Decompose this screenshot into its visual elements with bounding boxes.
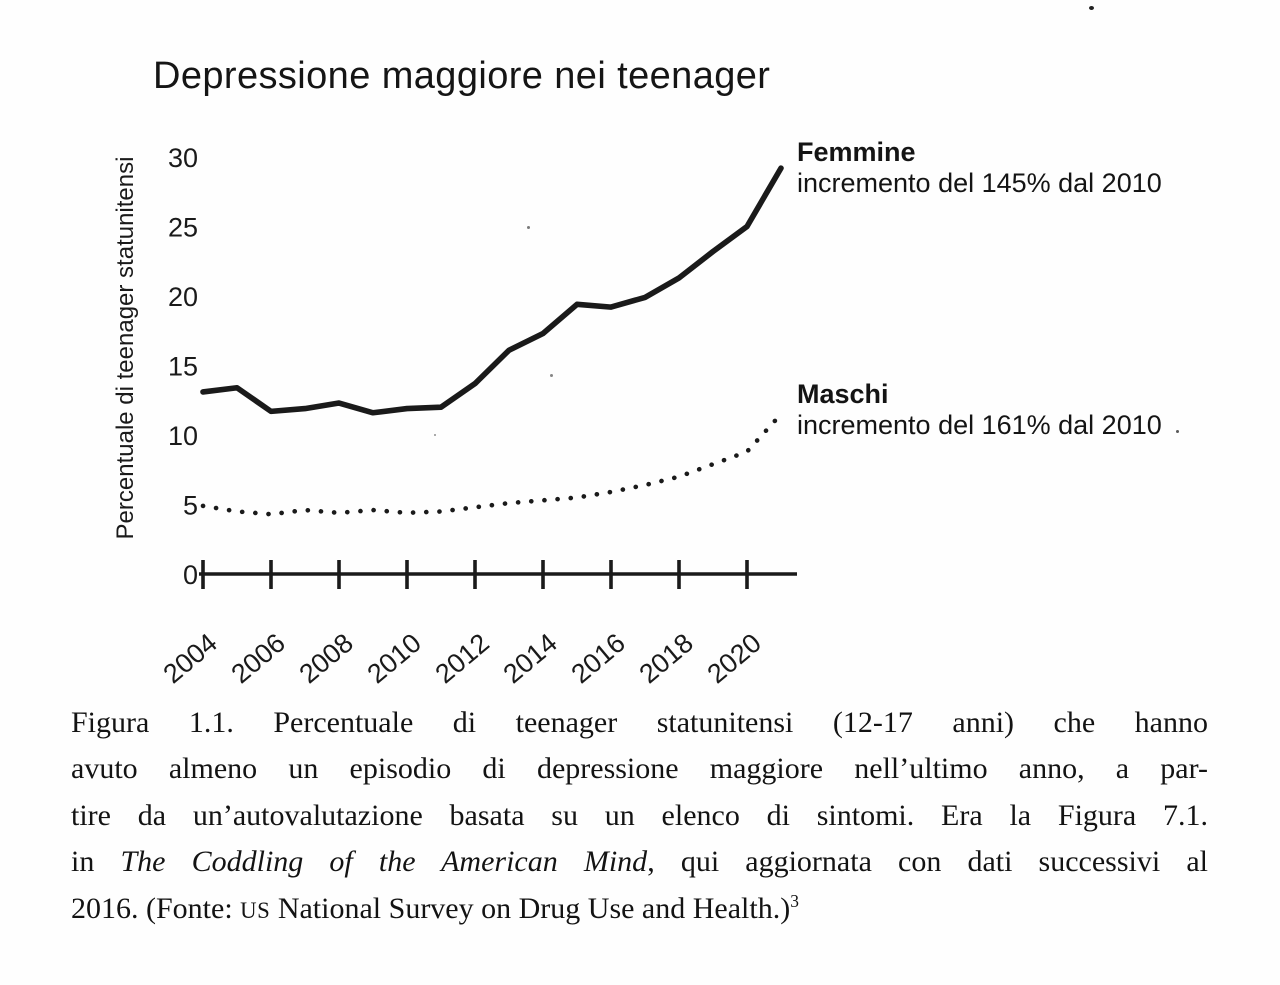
caption-segment: US xyxy=(240,897,271,923)
line-maschi xyxy=(203,414,781,514)
y-tick-label: 20 xyxy=(167,282,198,312)
x-tick-label: 2008 xyxy=(293,627,359,690)
y-axis-label: Percentuale di teenager statunitensi xyxy=(112,156,139,540)
legend-femmine-name: Femmine xyxy=(797,137,916,167)
x-tick-label: 2006 xyxy=(225,627,291,690)
scan-speck xyxy=(550,374,553,377)
caption-segment: National Survey on Drug Use and Health.) xyxy=(270,891,791,925)
legend-femmine-detail: incremento del 145% dal 2010 xyxy=(797,168,1162,198)
x-tick-label: 2016 xyxy=(565,627,631,690)
legend-femmine xyxy=(797,137,1162,199)
scan-speck xyxy=(527,226,530,229)
line-femmine xyxy=(203,168,781,413)
scan-speck xyxy=(434,434,436,436)
caption-segment: 2016. (Fonte: xyxy=(71,891,241,925)
caption-segment: avuto almeno un episodio di depressione maggiore nell’ultimo anno, a par- xyxy=(71,752,1208,786)
caption-segment: 3 xyxy=(790,890,799,911)
x-tick-label: 2020 xyxy=(701,627,767,690)
legend-maschi xyxy=(797,379,1162,441)
caption-segment: , qui aggiornata con dati successivi al xyxy=(647,845,1208,879)
x-tick-label: 2010 xyxy=(361,627,427,690)
y-tick-label: 10 xyxy=(167,421,198,451)
caption-line xyxy=(71,886,1208,934)
scan-speck xyxy=(1089,6,1094,10)
x-tick-label: 2004 xyxy=(157,627,223,690)
caption-segment: The Coddling of the American Mind xyxy=(120,845,648,879)
caption-line xyxy=(71,700,1208,746)
legend-maschi-detail: incremento del 161% dal 2010 xyxy=(797,410,1162,440)
y-tick-label: 0 xyxy=(182,560,198,590)
caption-line xyxy=(71,746,1208,792)
caption-segment: tire da un’autovalutazione basata su un elenco di sintomi. Era la Figura 7.1. xyxy=(71,798,1208,832)
legend-maschi-name: Maschi xyxy=(797,379,889,409)
x-tick-label: 2018 xyxy=(633,627,699,690)
x-tick-label: 2014 xyxy=(497,627,563,690)
chart-title: Depressione maggiore nei teenager xyxy=(153,55,771,97)
x-tick-label: 2012 xyxy=(429,627,495,690)
y-tick-label: 5 xyxy=(182,490,198,521)
y-tick-label: 30 xyxy=(167,143,198,173)
scan-speck xyxy=(1176,430,1179,433)
caption-segment: Figura 1.1. Percentuale di teenager statunitensi (12-17 anni) che hanno xyxy=(71,706,1208,739)
y-tick-label: 15 xyxy=(167,351,198,382)
caption-segment: in xyxy=(71,845,121,879)
y-tick-label: 25 xyxy=(167,212,198,243)
caption-line xyxy=(71,793,1208,839)
figure-caption xyxy=(71,700,1208,934)
caption-line xyxy=(71,839,1208,885)
